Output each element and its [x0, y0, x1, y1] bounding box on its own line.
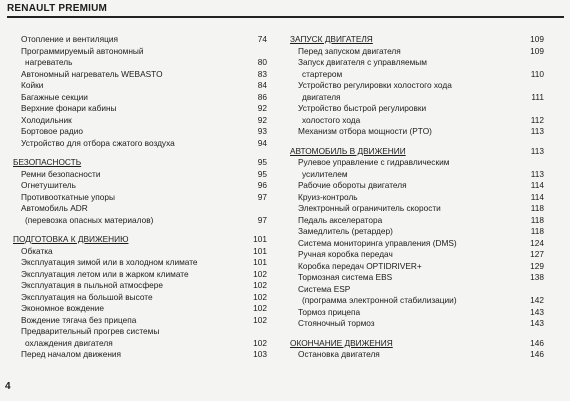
toc-entry: [290, 80, 544, 92]
toc-section: [13, 234, 267, 361]
toc-entry-label: Автономный нагреватель WEBASTO: [21, 68, 163, 79]
toc-entry: [13, 80, 267, 92]
toc-entry-label: Обкатка: [21, 245, 53, 256]
toc-page-number: 129: [530, 260, 544, 271]
toc-page-number: 113: [530, 168, 544, 179]
toc-entry-label: Рабочие обороты двигателя: [298, 180, 407, 190]
toc-entry: [13, 180, 267, 192]
toc-entry-label: Тормозная система EBS: [298, 272, 393, 282]
toc-page-number: 92: [257, 114, 267, 125]
toc-page-number: 101: [253, 257, 267, 267]
toc-entry-label: Холодильник: [21, 114, 72, 125]
toc-entry: [13, 169, 267, 181]
toc-entry: [290, 180, 544, 192]
toc-entry: [13, 292, 267, 304]
toc-entry: [13, 92, 267, 104]
toc-entry: [13, 215, 267, 227]
page-header: [0, 0, 570, 20]
toc-entry-label: Перед началом движения: [21, 349, 122, 359]
toc-entry-label: охлаждения двигателя: [25, 337, 113, 348]
toc-section: [290, 146, 544, 330]
toc-page-number: 83: [257, 68, 267, 79]
toc-entry-label: Устройство для отбора сжатого воздуха: [21, 137, 175, 148]
toc-entry: [290, 226, 544, 238]
toc-entry: [13, 303, 267, 315]
toc-entry: [13, 269, 267, 281]
header-rule: [7, 16, 564, 18]
toc-section-heading: [290, 34, 544, 46]
toc-entry-label: Ручная коробка передач: [298, 249, 393, 259]
toc-entry-label: Запуск двигателя с управляемым: [298, 57, 427, 67]
toc-page-number: 146: [530, 349, 544, 359]
toc-page-number: 143: [530, 318, 544, 328]
toc-page-number: 103: [253, 349, 267, 359]
toc-entry: [13, 315, 267, 327]
toc-entry-label: ПОДГОТОВКА К ДВИЖЕНИЮ: [13, 234, 129, 244]
toc-entry-label: АВТОМОБИЛЬ В ДВИЖЕНИИ: [290, 145, 406, 156]
toc-entry-label: Вождение тягача без прицепа: [21, 314, 137, 325]
toc-page-number: 124: [530, 237, 544, 248]
toc-page-number: 74: [257, 34, 267, 44]
toc-entry-label: Механизм отбора мощности (PTO): [298, 126, 432, 136]
toc-entry-label: Перед запуском двигателя: [298, 45, 401, 56]
toc-page-number: 138: [530, 272, 544, 282]
toc-entry-label: усилителем: [302, 168, 348, 179]
toc-page-number: 97: [257, 214, 267, 225]
toc-entry-label: Эксплуатация в пыльной атмосфере: [21, 280, 163, 290]
toc-page-number: 95: [257, 168, 267, 179]
toc-page-number: 102: [253, 337, 267, 348]
page-number: 4: [5, 381, 11, 392]
toc-entry: [13, 338, 267, 350]
toc-page-number: 113: [530, 126, 544, 136]
toc-entry: [13, 192, 267, 204]
toc-page-number: 97: [257, 191, 267, 202]
toc-page-number: 92: [257, 103, 267, 113]
toc-page-number: 114: [530, 180, 544, 190]
toc-page-number: 109: [530, 34, 544, 44]
toc-entry: [290, 57, 544, 69]
toc-entry-label: Огнетушитель: [21, 180, 76, 190]
toc-entry-label: Стояночный тормоз: [298, 318, 375, 328]
toc-entry-label: Круиз-контроль: [298, 191, 358, 202]
toc-page-number: 143: [530, 306, 544, 317]
toc-page-number: 93: [257, 126, 267, 136]
toc-entry: [13, 69, 267, 81]
toc-page-number: 102: [253, 268, 267, 279]
toc-entry: [290, 192, 544, 204]
toc-entry-label: Коробка передач OPTIDRIVER+: [298, 260, 422, 271]
toc-entry-label: Система ESP: [298, 283, 351, 294]
toc-page-number: 113: [530, 145, 544, 156]
toc-entry-label: Устройство быстрой регулировки: [298, 103, 427, 113]
toc-section: [13, 157, 267, 226]
toc-entry: [13, 103, 267, 115]
toc-entry-label: (программа электронной стабилизации): [302, 295, 457, 305]
toc-page-number: 142: [530, 295, 544, 305]
toc-entry: [290, 126, 544, 138]
toc-entry-label: Противооткатные упоры: [21, 191, 115, 202]
toc-page-number: 102: [253, 303, 267, 313]
toc-entry: [13, 115, 267, 127]
toc-entry: [290, 92, 544, 104]
toc-page-number: 102: [253, 291, 267, 302]
toc-entry: [290, 295, 544, 307]
toc-page-number: 102: [253, 280, 267, 290]
toc-page-number: 109: [530, 45, 544, 56]
toc-entry-label: ОКОНЧАНИЕ ДВИЖЕНИЯ: [290, 337, 393, 348]
toc-entry-label: Остановка двигателя: [298, 349, 380, 359]
toc-entry-label: нагреватель: [25, 57, 73, 67]
toc-entry: [13, 280, 267, 292]
toc-entry-label: Эксплуатация на большой высоте: [21, 291, 153, 302]
toc-entry: [290, 103, 544, 115]
toc-entry: [13, 138, 267, 150]
toc-section-heading: [290, 146, 544, 158]
toc-entry-label: Багажные секции: [21, 91, 88, 102]
toc-page-number: 118: [530, 203, 544, 213]
toc-page-number: 86: [257, 91, 267, 102]
toc-entry: [290, 46, 544, 58]
toc-entry-label: (перевозка опасных материалов): [25, 214, 154, 225]
toc-entry: [13, 57, 267, 69]
toc-entry-label: Педаль акселератора: [298, 214, 383, 225]
toc-entry: [290, 115, 544, 127]
toc-entry-label: Электронный ограничитель скорости: [298, 203, 441, 213]
toc-entry-label: Рулевое управление с гидравлическим: [298, 157, 450, 167]
toc-entry: [13, 257, 267, 269]
toc-entry: [13, 203, 267, 215]
toc-entry: [290, 261, 544, 273]
toc-entry-label: Койки: [21, 80, 44, 90]
toc-page-number: 127: [530, 249, 544, 259]
toc-entry-label: Отопление и вентиляция: [21, 34, 118, 44]
toc-entry-label: Ремни безопасности: [21, 168, 101, 179]
toc-entry: [13, 246, 267, 258]
toc-page-number: 118: [530, 226, 544, 236]
toc-page-number: 84: [257, 80, 267, 90]
toc-entry: [290, 157, 544, 169]
manual-title: RENAULT PREMIUM: [7, 3, 108, 14]
toc-page-number: 111: [531, 91, 544, 102]
toc-left-column: [13, 34, 267, 369]
toc-entry-label: ЗАПУСК ДВИГАТЕЛЯ: [290, 34, 373, 44]
toc-entry: [290, 307, 544, 319]
toc-section: [13, 34, 267, 149]
toc-page-number: 112: [530, 114, 544, 125]
toc-page-number: 96: [257, 180, 267, 190]
toc-right-column: [290, 34, 544, 369]
toc-section-heading: [13, 234, 267, 246]
toc-section: [290, 34, 544, 138]
toc-entry-label: Экономное вождение: [21, 303, 104, 313]
toc-section-heading: [13, 157, 267, 169]
toc-entry: [290, 249, 544, 261]
toc-entry-label: Эксплуатация зимой или в холодном климате: [21, 257, 198, 267]
toc-entry: [290, 69, 544, 81]
toc-entry: [13, 34, 267, 46]
toc-entry-label: стартером: [302, 68, 343, 79]
toc-page-number: 110: [530, 68, 544, 79]
toc-entry-label: Система мониторинга управления (DMS): [298, 237, 457, 248]
toc-entry-label: холостого хода: [302, 114, 361, 125]
toc-entry: [13, 326, 267, 338]
toc-entry: [13, 46, 267, 58]
toc-page-number: 80: [257, 57, 267, 67]
toc-entry: [290, 284, 544, 296]
toc-entry: [290, 349, 544, 361]
toc-page-number: 114: [530, 191, 544, 202]
toc-entry-label: Программируемый автономный: [21, 45, 144, 56]
toc-entry-label: Бортовое радио: [21, 126, 83, 136]
toc-entry: [290, 272, 544, 284]
toc-entry-label: Автомобиль ADR: [21, 203, 88, 213]
toc-page-number: 102: [253, 314, 267, 325]
toc-page-number: 94: [257, 137, 267, 148]
toc-entry: [13, 349, 267, 361]
toc-entry-label: Замедлитель (ретардер): [298, 226, 393, 236]
toc-entry: [290, 238, 544, 250]
toc-page-number: 101: [253, 245, 267, 256]
toc-entry-label: Тормоз прицепа: [298, 306, 361, 317]
toc-section: [290, 338, 544, 361]
toc-entry: [290, 215, 544, 227]
toc-entry-label: Эксплуатация летом или в жарком климате: [21, 268, 189, 279]
toc-page-number: 101: [253, 234, 267, 244]
toc-entry-label: Верхние фонари кабины: [21, 103, 117, 113]
toc-entry: [290, 203, 544, 215]
toc-page-number: 95: [257, 157, 267, 167]
toc-entry: [290, 318, 544, 330]
toc-entry-label: БЕЗОПАСНОСТЬ: [13, 157, 82, 167]
toc-entry-label: Устройство регулировки холостого хода: [298, 80, 452, 90]
toc-entry: [13, 126, 267, 138]
toc-entry-label: двигателя: [302, 91, 341, 102]
toc-page-number: 118: [530, 214, 544, 225]
toc-entry-label: Предварительный прогрев системы: [21, 326, 160, 336]
toc-page-number: 146: [530, 337, 544, 348]
toc-section-heading: [290, 338, 544, 350]
toc-entry: [290, 169, 544, 181]
